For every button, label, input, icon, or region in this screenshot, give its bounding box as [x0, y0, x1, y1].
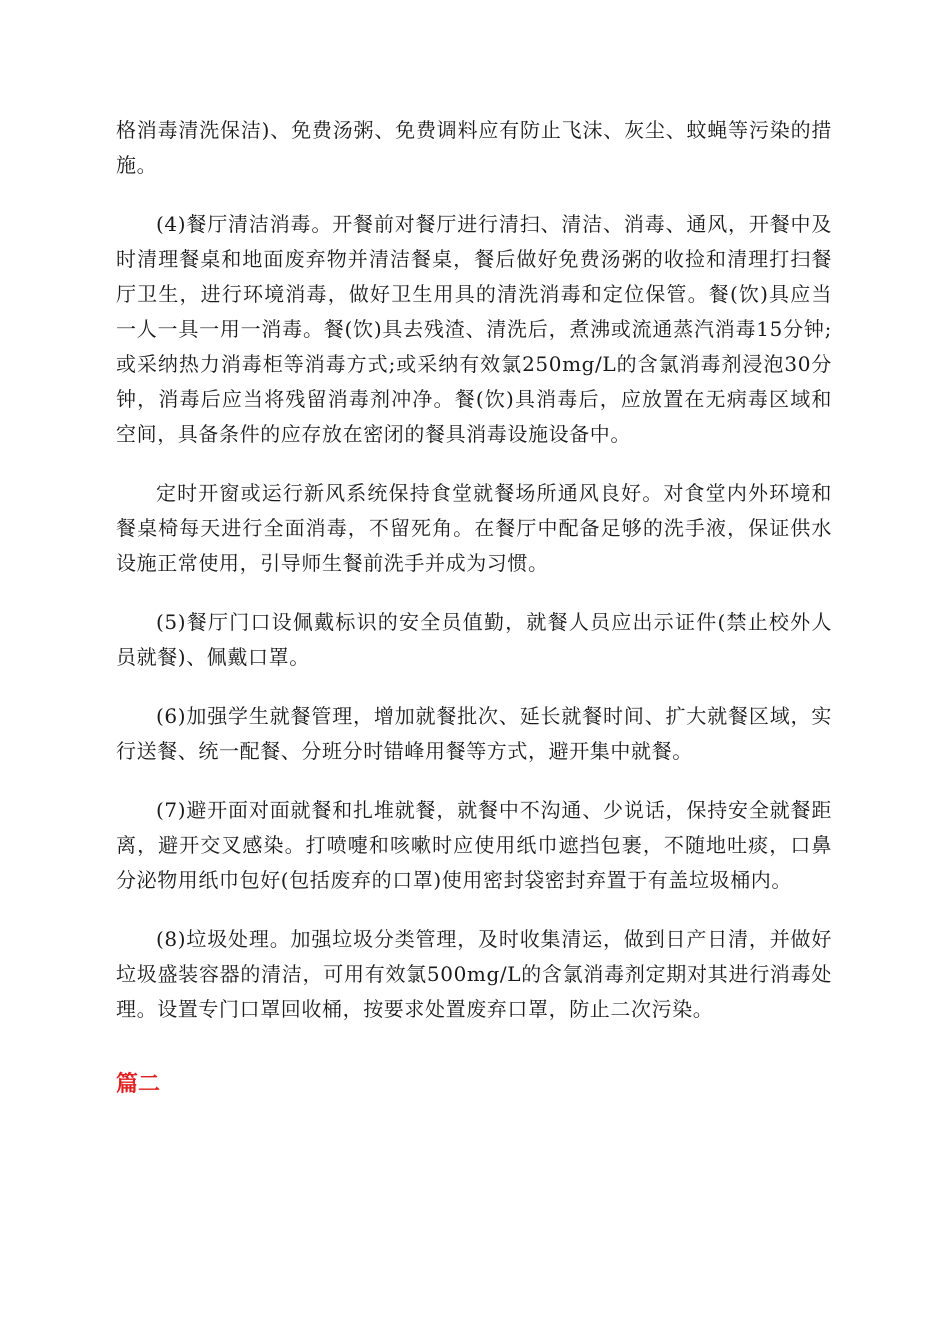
paragraph-item-8: (8)垃圾处理。加强垃圾分类管理，及时收集清运，做到日产日清，并做好垃圾盛装容器的清洁，可用有效氯500mg/L的含氯消毒剂定期对其进行消毒处理。设置专门口罩回收桶，按要求处置废弃口罩，防止二次污染。: [116, 927, 832, 1021]
paragraph-item-7: (7)避开面对面就餐和扎堆就餐，就餐中不沟通、少说话，保持安全就餐距离，避开交叉感染。打喷嚏和咳嗽时应使用纸巾遮挡包裹，不随地吐痰，口鼻分泌物用纸巾包好(包括废弃的口罩)使用密封袋密封弃置于有盖垃圾桶内。: [116, 798, 832, 892]
paragraph-continuation: 格消毒清洗保洁)、免费汤粥、免费调料应有防止飞沫、灰尘、蚊蝇等污染的措施。: [116, 118, 832, 177]
paragraph-item-5: (5)餐厅门口设佩戴标识的安全员值勤，就餐人员应出示证件(禁止校外人员就餐)、佩戴口罩。: [116, 610, 832, 669]
paragraph-item-6: (6)加强学生就餐管理，增加就餐批次、延长就餐时间、扩大就餐区域，实行送餐、统一配餐、分班分时错峰用餐等方式，避开集中就餐。: [116, 704, 832, 763]
paragraph-ventilation: 定时开窗或运行新风系统保持食堂就餐场所通风良好。对食堂内外环境和餐桌椅每天进行全面消毒，不留死角。在餐厅中配备足够的洗手液，保证供水设施正常使用，引导师生餐前洗手并成为习惯。: [116, 481, 832, 575]
section-heading: 篇二: [116, 1071, 161, 1097]
paragraph-item-4: (4)餐厅清洁消毒。开餐前对餐厅进行清扫、清洁、消毒、通风，开餐中及时清理餐桌和地面废弃物并清洁餐桌，餐后做好免费汤粥的收捡和清理打扫餐厅卫生，进行环境消毒，做好卫生用具的清洗消毒和定位保管。餐(饮)具应当一人一具一用一消毒。餐(饮)具去残渣、清洗后，煮沸或流通蒸汽消毒15分钟;或采纳热力消毒柜等消毒方式;或采纳有效氯250mg/L的含氯消毒剂浸泡30分钟，消毒后应当将残留消毒剂冲净。餐(饮)具消毒后，应放置在无病毒区域和空间，具备条件的应存放在密闭的餐具消毒设施设备中。: [116, 212, 832, 446]
